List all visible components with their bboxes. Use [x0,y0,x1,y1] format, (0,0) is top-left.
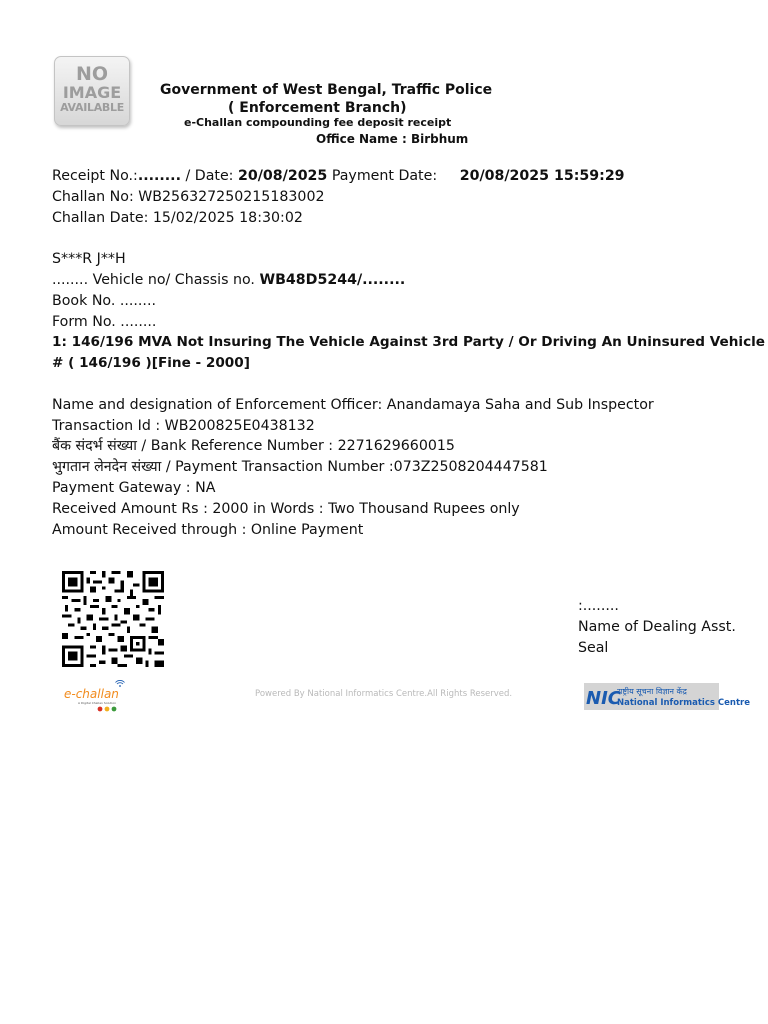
book-no: Book No. ........ [52,292,156,309]
offence-line-1: 1: 146/196 MVA Not Insuring The Vehicle Against 3rd Party / Or Driving An Uninsured Vehicle [52,334,766,351]
receipt-no-label: Receipt No.: [52,168,138,184]
officer-line: Name and designation of Enforcement Officer: Anandamaya Saha and Sub Inspector [52,396,654,413]
vehicle-label: ........ Vehicle no/ Chassis no. [52,271,260,288]
nic-english: National Informatics Centre [617,698,750,708]
challan-no: Challan No: WB256327250215183002 [52,188,325,205]
bank-reference: बैंक संदर्भ संख्या / Bank Reference Number : 2271629660015 [52,438,455,455]
no-image-text-2: IMAGE [62,83,122,102]
challan-date: Challan Date: 15/02/2025 18:30:02 [52,209,303,226]
dealing-assistant-label: Name of Dealing Asst. [578,619,736,635]
org-title: Government of West Bengal, Traffic Police [160,82,493,98]
date-label: / Date: [180,168,238,184]
no-image-text-1: NO [75,63,109,85]
seal-label: Seal [578,640,609,656]
vehicle-line [52,270,732,291]
dealing-assistant-block [578,596,736,659]
receipt-line [52,166,732,187]
nic-abbr: NIC [586,688,621,709]
transaction-id: Transaction Id : WB200825E0438132 [52,417,315,434]
offender-name: S***R J**H [52,251,126,268]
payment-gateway: Payment Gateway : NA [52,479,216,496]
qr-code [62,571,164,667]
echallan-logo-text: e-challan [64,687,119,701]
powered-by: Powered By National Informatics Centre.All Rights Reserved. [255,689,513,699]
vehicle-value: WB48D5244/........ [259,271,406,288]
nic-hindi: राष्ट्रीय सूचना विज्ञान केंद्र [617,687,687,696]
no-image-placeholder [54,56,130,126]
offence-line-2: # ( 146/196 )[Fine - 2000] [52,355,250,372]
nic-logo [584,683,750,710]
no-image-text-3: AVAILABLE [60,101,124,114]
echallan-logo [62,680,132,714]
office-name: Office Name : Birbhum [316,132,469,146]
receipt-type: e-Challan compounding fee deposit receipt [184,116,452,129]
date-value: 20/08/2025 [237,168,328,184]
received-amount: Received Amount Rs : 2000 in Words : Two Thousand Rupees only [52,500,520,517]
payment-date-value: 20/08/2025 15:59:29 [459,168,625,184]
branch-title: ( Enforcement Branch) [228,100,407,116]
receipt-body [52,166,766,540]
form-no: Form No. ........ [52,313,157,330]
received-through: Amount Received through : Online Payment [52,521,364,538]
echallan-tagline: A Digital Challan Solution [78,701,117,705]
signature-dots: :........ [578,598,619,614]
receipt-no-value: ........ [137,168,181,184]
payment-date-label: Payment Date: [327,168,442,184]
payment-transaction: भुगतान लेनदेन संख्या / Payment Transaction Number :073Z2508204447581 [52,459,548,476]
